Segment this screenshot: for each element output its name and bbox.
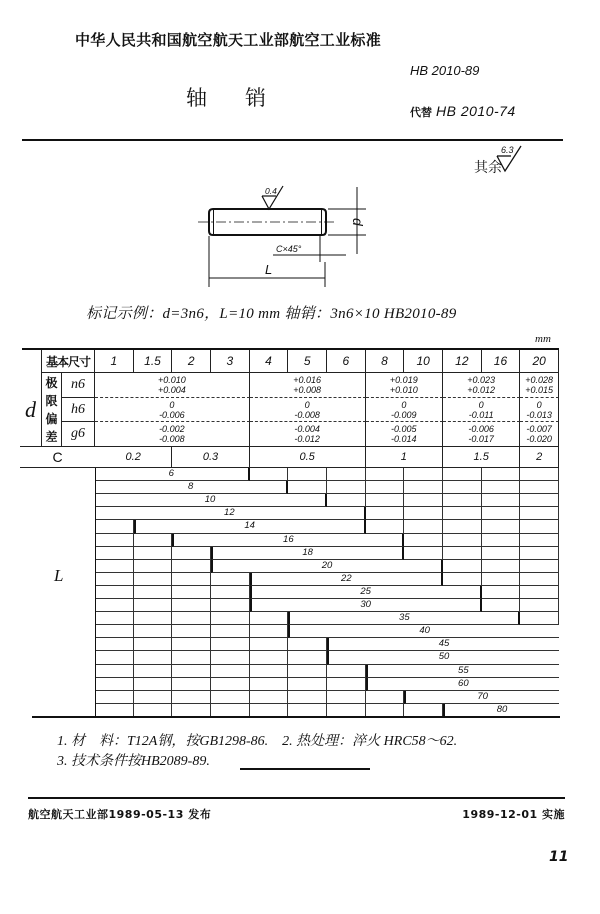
length-unavailable-cell xyxy=(366,494,405,507)
length-unavailable-cell xyxy=(482,573,521,586)
length-unavailable-cell xyxy=(134,651,173,664)
length-row: 22 xyxy=(250,573,443,586)
basic-size-header: 基本尺寸 xyxy=(41,350,95,373)
size-header-cell: 4 xyxy=(250,350,289,373)
d-label: d xyxy=(25,397,36,422)
upper-deviation: -0.005 xyxy=(391,424,417,434)
length-unavailable-cell xyxy=(520,599,559,612)
length-unavailable-cell xyxy=(288,651,327,664)
length-unavailable-cell xyxy=(250,665,289,678)
tolerance-grade-label: n6 xyxy=(62,373,95,398)
length-unavailable-cell xyxy=(443,468,482,481)
notes-underline xyxy=(240,768,370,770)
length-unavailable-cell xyxy=(95,638,134,651)
length-unavailable-cell xyxy=(95,534,134,547)
length-unavailable-cell xyxy=(520,560,559,573)
limit-deviation-label: 极限偏差 xyxy=(41,373,62,447)
length-unavailable-cell xyxy=(288,468,327,481)
length-unavailable-cell xyxy=(520,534,559,547)
length-unavailable-cell xyxy=(366,507,405,520)
length-unavailable-cell xyxy=(134,691,173,704)
length-unavailable-cell xyxy=(288,638,327,651)
size-header-cell: 1.5 xyxy=(134,350,173,373)
length-unavailable-cell xyxy=(250,638,289,651)
length-unavailable-cell xyxy=(366,691,405,704)
upper-deviation: +0.019 xyxy=(389,375,418,385)
chamfer-value-cell: 1.5 xyxy=(443,446,520,468)
length-unavailable-cell xyxy=(250,691,289,704)
upper-deviation: 0 xyxy=(401,399,407,410)
length-unavailable-cell xyxy=(520,612,559,625)
length-row: 25 xyxy=(250,586,482,599)
length-unavailable-cell xyxy=(172,612,211,625)
length-unavailable-cell xyxy=(250,625,289,638)
length-unavailable-cell xyxy=(366,481,405,494)
length-unavailable-cell xyxy=(443,573,482,586)
lower-deviation: -0.012 xyxy=(294,434,320,444)
length-grid-left-border xyxy=(95,468,96,717)
size-header-cell: 5 xyxy=(288,350,327,373)
size-header-cell: 12 xyxy=(443,350,482,373)
effective-date: 1989-12-01 实施 xyxy=(462,808,565,821)
length-unavailable-cell xyxy=(327,678,366,691)
lower-deviation: -0.013 xyxy=(526,409,552,420)
lower-deviation: +0.008 xyxy=(293,385,322,395)
length-unavailable-cell xyxy=(482,534,521,547)
length-unavailable-cell xyxy=(95,612,134,625)
length-unavailable-cell xyxy=(211,665,250,678)
length-unavailable-cell xyxy=(95,547,134,560)
length-unavailable-cell xyxy=(172,638,211,651)
length-unavailable-cell xyxy=(95,678,134,691)
upper-deviation: -0.006 xyxy=(468,424,494,434)
length-row: 70 xyxy=(404,691,559,704)
tolerance-cell xyxy=(95,373,250,398)
length-unavailable-cell xyxy=(327,494,366,507)
tolerance-cell xyxy=(250,422,366,447)
length-unavailable-cell xyxy=(443,520,482,533)
length-unavailable-cell xyxy=(172,665,211,678)
length-unavailable-cell xyxy=(211,573,250,586)
org-title: 中华人民共和国航空航天工业部航空工业标准 xyxy=(75,31,382,49)
lower-deviation: -0.014 xyxy=(391,434,417,444)
length-row: 30 xyxy=(250,599,482,612)
tolerance-cell xyxy=(366,422,443,447)
length-unavailable-cell xyxy=(172,573,211,586)
upper-deviation: -0.007 xyxy=(526,424,552,434)
length-unavailable-cell xyxy=(250,612,289,625)
tolerance-cell xyxy=(443,398,520,422)
length-row: 50 xyxy=(327,651,559,664)
tolerance-cell xyxy=(366,373,443,398)
length-unavailable-cell xyxy=(211,625,250,638)
length-unavailable-cell xyxy=(482,494,521,507)
replaces-number: HB 2010-74 xyxy=(436,103,516,119)
length-unavailable-cell xyxy=(482,520,521,533)
size-header-cell: 1 xyxy=(95,350,134,373)
length-unavailable-cell xyxy=(134,612,173,625)
length-unavailable-cell xyxy=(482,481,521,494)
length-unavailable-cell xyxy=(172,560,211,573)
length-unavailable-cell xyxy=(134,560,173,573)
tolerance-cell xyxy=(443,373,520,398)
length-unavailable-cell xyxy=(327,468,366,481)
length-unavailable-cell xyxy=(172,586,211,599)
length-row: 80 xyxy=(443,704,559,717)
lower-deviation: -0.017 xyxy=(468,434,494,444)
length-unavailable-cell xyxy=(520,507,559,520)
length-unavailable-cell xyxy=(172,691,211,704)
note-line-1: 1. 材 料：T12A钢，按GB1298-86. 2. 热处理：淬火 HRC58～62. xyxy=(57,734,458,749)
upper-deviation: +0.016 xyxy=(293,375,322,385)
length-unavailable-cell xyxy=(211,612,250,625)
length-unavailable-cell xyxy=(211,586,250,599)
length-row: 45 xyxy=(327,638,559,651)
pin-roughness-value: 0.4 xyxy=(265,186,277,196)
length-unavailable-cell xyxy=(211,651,250,664)
length-unavailable-cell xyxy=(95,599,134,612)
replaces-label: 代替 xyxy=(410,107,432,119)
length-row: 12 xyxy=(95,507,366,520)
length-unavailable-cell xyxy=(95,625,134,638)
length-unavailable-cell xyxy=(482,547,521,560)
length-unavailable-cell xyxy=(134,586,173,599)
upper-deviation: -0.002 xyxy=(159,424,185,434)
tolerance-cell xyxy=(250,373,366,398)
size-header-cell: 2 xyxy=(172,350,211,373)
length-unavailable-cell xyxy=(404,494,443,507)
length-unavailable-cell xyxy=(288,691,327,704)
length-row: 35 xyxy=(288,612,520,625)
lower-deviation: -0.011 xyxy=(468,409,494,420)
length-unavailable-cell xyxy=(482,599,521,612)
length-unavailable-cell xyxy=(520,481,559,494)
length-unavailable-cell xyxy=(211,691,250,704)
tolerance-cell xyxy=(443,422,520,447)
length-unavailable-cell xyxy=(404,468,443,481)
length-unavailable-cell xyxy=(95,573,134,586)
lower-deviation: -0.009 xyxy=(391,409,417,420)
length-unavailable-cell xyxy=(95,520,134,533)
length-unavailable-cell xyxy=(211,638,250,651)
upper-deviation: 0 xyxy=(169,399,175,410)
marking-example: 标记示例：d=3n6，L=10 mm 轴销：3n6×10 HB2010-89 xyxy=(86,306,457,322)
length-unavailable-cell xyxy=(95,560,134,573)
length-unavailable-cell xyxy=(95,691,134,704)
rest-roughness-label: 其余 xyxy=(474,160,502,176)
length-unavailable-cell xyxy=(443,494,482,507)
length-row: 14 xyxy=(134,520,366,533)
length-unavailable-cell xyxy=(404,534,443,547)
lower-deviation: -0.006 xyxy=(159,409,185,420)
length-unavailable-cell xyxy=(327,691,366,704)
length-unavailable-cell xyxy=(327,481,366,494)
length-unavailable-cell xyxy=(482,560,521,573)
chamfer-value-cell: 1 xyxy=(366,446,443,468)
length-unavailable-cell xyxy=(134,638,173,651)
length-unavailable-cell xyxy=(520,468,559,481)
lower-deviation: -0.020 xyxy=(526,434,552,444)
length-row: 10 xyxy=(95,494,327,507)
upper-deviation: +0.023 xyxy=(467,375,496,385)
upper-deviation: 0 xyxy=(536,399,542,410)
length-row: 16 xyxy=(172,534,404,547)
size-header-cell: 16 xyxy=(482,350,521,373)
length-unavailable-cell xyxy=(443,507,482,520)
length-unavailable-cell xyxy=(520,573,559,586)
tolerance-cell xyxy=(95,422,250,447)
upper-deviation: 0 xyxy=(304,399,310,410)
length-unavailable-cell xyxy=(404,547,443,560)
size-header-cell: 3 xyxy=(211,350,250,373)
length-unavailable-cell xyxy=(327,665,366,678)
tolerance-cell xyxy=(250,398,366,422)
length-unavailable-cell xyxy=(134,534,173,547)
length-row: 40 xyxy=(288,625,559,638)
upper-deviation: +0.010 xyxy=(157,375,186,385)
length-row: 18 xyxy=(211,547,404,560)
length-unavailable-cell xyxy=(95,586,134,599)
length-row: 55 xyxy=(366,665,559,678)
upper-deviation: +0.028 xyxy=(525,375,554,385)
d-dimension-label: d xyxy=(350,218,366,226)
length-unavailable-cell xyxy=(134,678,173,691)
length-unavailable-cell xyxy=(482,586,521,599)
tolerance-cell xyxy=(520,398,559,422)
length-unavailable-cell xyxy=(172,625,211,638)
length-unavailable-cell xyxy=(211,678,250,691)
length-unavailable-cell xyxy=(172,651,211,664)
length-unavailable-cell xyxy=(404,481,443,494)
length-unavailable-cell xyxy=(134,599,173,612)
length-unavailable-cell xyxy=(95,651,134,664)
tolerance-cell xyxy=(366,398,443,422)
length-unavailable-cell xyxy=(443,560,482,573)
length-unavailable-cell xyxy=(404,520,443,533)
length-unavailable-cell xyxy=(250,651,289,664)
tolerance-cell xyxy=(520,422,559,447)
length-unavailable-cell xyxy=(520,547,559,560)
lower-deviation: +0.004 xyxy=(157,385,186,395)
length-row: 6 xyxy=(95,468,250,481)
L-row-label: L xyxy=(54,566,64,585)
length-unavailable-cell xyxy=(443,534,482,547)
length-unavailable-cell xyxy=(366,520,405,533)
tolerance-grade-label: g6 xyxy=(62,422,95,447)
footer-divider xyxy=(28,797,565,799)
unit-label: mm xyxy=(535,333,551,345)
length-unavailable-cell xyxy=(482,468,521,481)
lower-deviation: -0.008 xyxy=(294,409,320,420)
length-row: 20 xyxy=(211,560,443,573)
length-unavailable-cell xyxy=(211,599,250,612)
length-unavailable-cell xyxy=(172,547,211,560)
L-dimension-label: L xyxy=(265,262,273,277)
length-unavailable-cell xyxy=(520,520,559,533)
chamfer-value-cell: 0.3 xyxy=(172,446,249,468)
size-header-cell: 8 xyxy=(366,350,405,373)
length-row: 8 xyxy=(95,481,288,494)
upper-deviation: 0 xyxy=(478,399,484,410)
issue-date: 航空航天工业部1989-05-13 发布 xyxy=(28,808,212,821)
length-unavailable-cell xyxy=(520,494,559,507)
tolerance-cell xyxy=(95,398,250,422)
length-unavailable-cell xyxy=(95,665,134,678)
chamfer-value-cell: 2 xyxy=(520,446,559,468)
size-header-cell: 6 xyxy=(327,350,366,373)
length-unavailable-cell xyxy=(134,547,173,560)
upper-deviation: -0.004 xyxy=(294,424,320,434)
length-unavailable-cell xyxy=(172,599,211,612)
length-unavailable-cell xyxy=(443,547,482,560)
size-header-cell: 10 xyxy=(404,350,443,373)
length-unavailable-cell xyxy=(134,573,173,586)
lower-deviation: +0.012 xyxy=(467,385,496,395)
page-number: 11 xyxy=(549,849,569,865)
chamfer-label: C×45° xyxy=(276,244,302,254)
lower-deviation: +0.010 xyxy=(389,385,418,395)
length-unavailable-cell xyxy=(366,468,405,481)
lower-deviation: +0.015 xyxy=(525,385,554,395)
length-row: 60 xyxy=(366,678,559,691)
chamfer-row-label: C xyxy=(20,446,95,468)
length-unavailable-cell xyxy=(443,481,482,494)
note-line-2: 3. 技术条件按HB2089-89. xyxy=(57,754,210,769)
rest-roughness-value: 6.3 xyxy=(501,145,514,155)
length-unavailable-cell xyxy=(250,468,289,481)
length-unavailable-cell xyxy=(404,507,443,520)
chamfer-value-cell: 0.5 xyxy=(250,446,366,468)
length-unavailable-cell xyxy=(172,678,211,691)
tolerance-grade-label: h6 xyxy=(62,398,95,422)
standard-number: HB 2010-89 xyxy=(410,63,480,78)
length-unavailable-cell xyxy=(134,665,173,678)
lower-deviation: -0.008 xyxy=(159,434,185,444)
size-header-cell: 20 xyxy=(520,350,559,373)
length-unavailable-cell xyxy=(482,507,521,520)
length-unavailable-cell xyxy=(134,625,173,638)
tolerance-cell xyxy=(520,373,559,398)
length-unavailable-cell xyxy=(288,665,327,678)
length-unavailable-cell xyxy=(288,481,327,494)
length-unavailable-cell xyxy=(250,678,289,691)
length-unavailable-cell xyxy=(520,586,559,599)
length-unavailable-cell xyxy=(288,678,327,691)
chamfer-value-cell: 0.2 xyxy=(95,446,172,468)
table-bottom-rule xyxy=(32,716,560,718)
document-title: 轴销 xyxy=(186,86,304,110)
